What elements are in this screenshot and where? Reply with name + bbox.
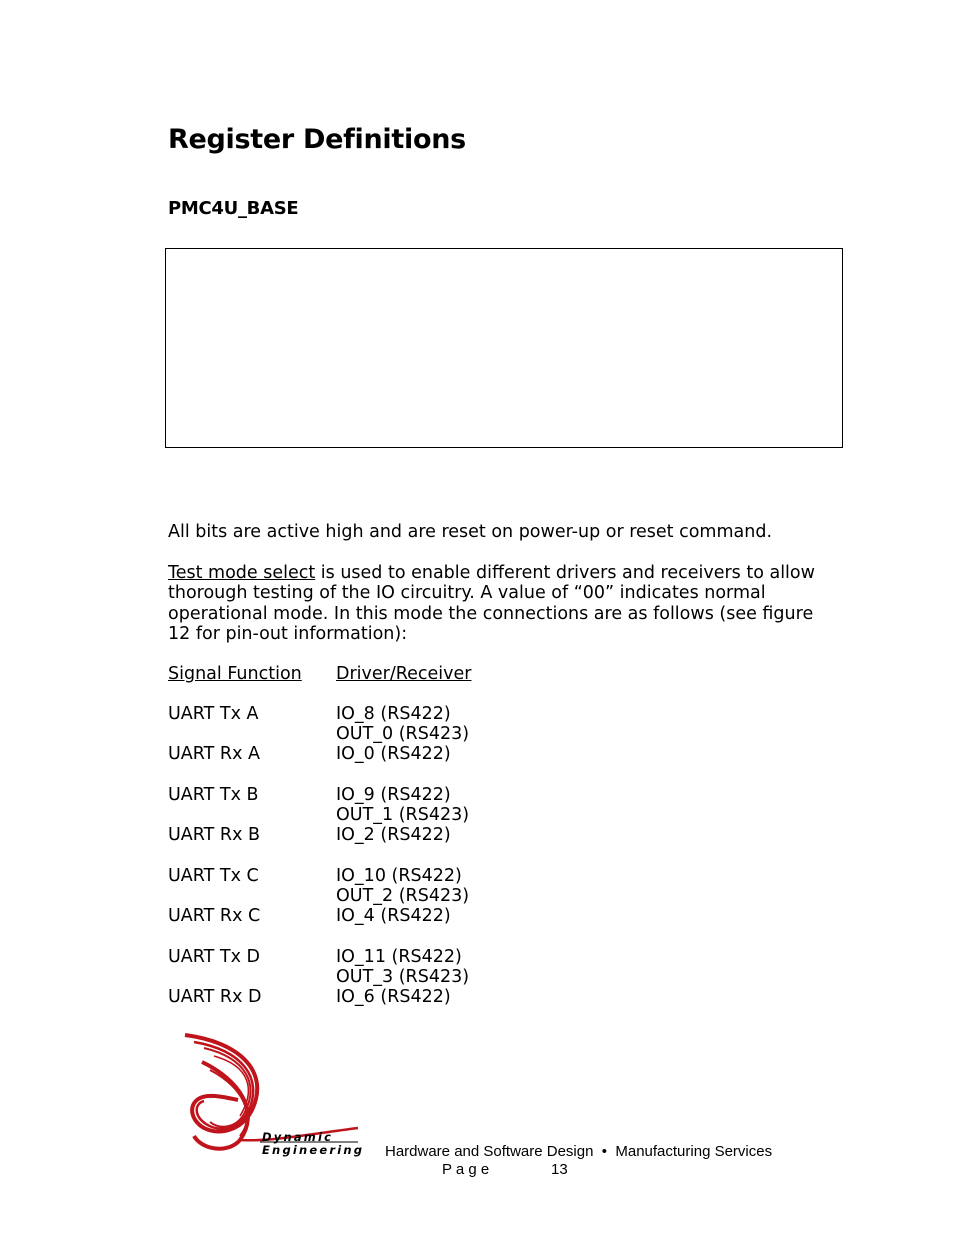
test-mode-paragraph <box>168 563 848 644</box>
reset-note: All bits are active high and are reset on power-up or reset command. <box>168 522 773 542</box>
signal-uart-rx-c: UART Rx C <box>168 906 261 926</box>
driver-uart-tx-a-2: OUT_0 (RS423) <box>336 724 470 744</box>
footer-services: Hardware and Software Design • Manufacturing Services <box>385 1143 773 1160</box>
register-name: PMC4U_BASE <box>168 198 299 219</box>
test-mode-line-2: thorough testing of the IO circuitry. A value of “00” indicates normal <box>168 583 766 604</box>
driver-uart-tx-c-2: OUT_2 (RS423) <box>336 886 470 906</box>
header-signal-function: Signal Function <box>168 664 302 684</box>
signal-uart-tx-d: UART Tx D <box>168 947 261 967</box>
test-mode-line-1-text: is used to enable different drivers and receivers to allow <box>315 563 815 583</box>
test-mode-select-term: Test mode select <box>168 563 316 583</box>
driver-uart-rx-c: IO_4 (RS422) <box>336 906 451 926</box>
signal-uart-rx-d: UART Rx D <box>168 987 262 1007</box>
driver-uart-rx-d: IO_6 (RS422) <box>336 987 451 1007</box>
logo-word-engineering: Engineering <box>262 1143 365 1157</box>
footer-page-label: P a g e <box>442 1161 490 1178</box>
test-mode-line-4: 12 for pin-out information): <box>168 623 408 644</box>
logo-word-dynamic: Dynamic <box>262 1130 334 1144</box>
signal-uart-tx-a: UART Tx A <box>168 704 259 724</box>
driver-uart-tx-a-1: IO_8 (RS422) <box>336 704 451 724</box>
footer-page-number: 13 <box>551 1161 568 1178</box>
driver-uart-tx-b-1: IO_9 (RS422) <box>336 785 451 805</box>
driver-uart-tx-c-1: IO_10 (RS422) <box>336 866 462 886</box>
driver-uart-rx-b: IO_2 (RS422) <box>336 825 451 845</box>
driver-uart-tx-d-2: OUT_3 (RS423) <box>336 967 470 987</box>
register-diagram-box <box>165 248 843 448</box>
test-mode-line-1 <box>168 563 848 583</box>
signal-uart-tx-b: UART Tx B <box>168 785 259 805</box>
signal-uart-tx-c: UART Tx C <box>168 866 259 886</box>
company-logo <box>180 1032 370 1162</box>
header-driver-receiver: Driver/Receiver <box>336 664 472 684</box>
driver-uart-rx-a: IO_0 (RS422) <box>336 744 451 764</box>
signal-uart-rx-b: UART Rx B <box>168 825 261 845</box>
signal-uart-rx-a: UART Rx A <box>168 744 260 764</box>
driver-uart-tx-d-1: IO_11 (RS422) <box>336 947 462 967</box>
driver-uart-tx-b-2: OUT_1 (RS423) <box>336 805 470 825</box>
test-mode-line-3: operational mode. In this mode the connections are as follows (see figure <box>168 603 814 624</box>
page-title: Register Definitions <box>168 124 466 155</box>
